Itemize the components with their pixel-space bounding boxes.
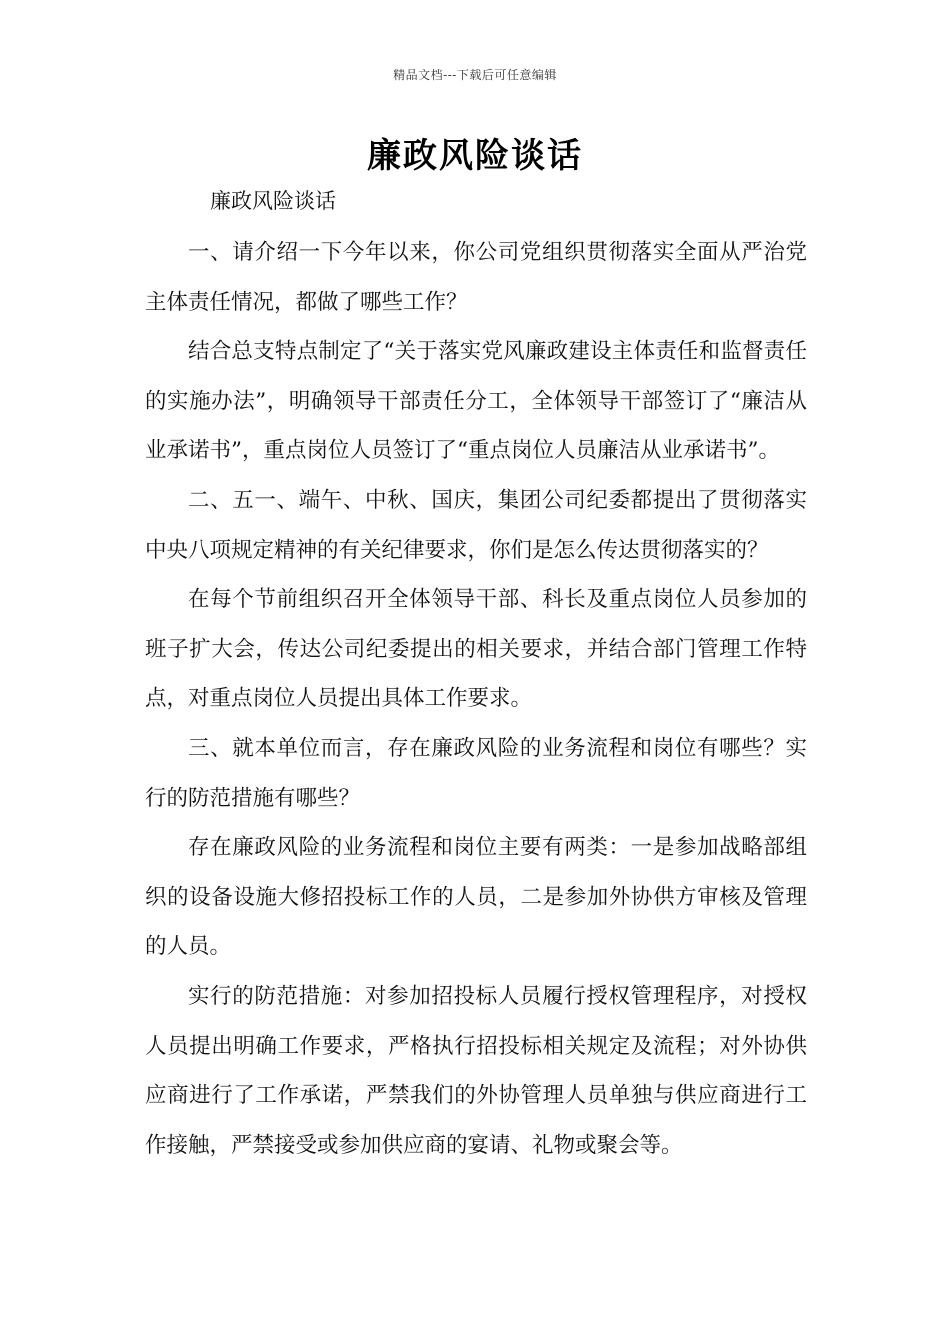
header-note: 精品文档---下载后可任意编辑 — [393, 68, 557, 82]
paragraph-answer-3a: 存在廉政风险的业务流程和岗位主要有两类：一是参加战略部组织的设备设施大修招投标工作的人员，二是参加外协供方审核及管理的人员。 — [145, 835, 807, 960]
paragraph-answer-1: 结合总支特点制定了“关于落实党风廉政建设主体责任和监督责任的实施办法”，明确领导干部责任分工，全体领导干部签订了“廉洁从业承诺书”，重点岗位人员签订了“重点岗位人员廉洁从业承诺书”。 — [145, 339, 807, 464]
paragraph-answer-3b: 实行的防范措施：对参加招投标人员履行授权管理程序，对授权人员提出明确工作要求，严格执行招投标相关规定及流程；对外协供应商进行了工作承诺，严禁我们的外协管理人员单独与供应商进行工作接触，严禁接受或参加供应商的宴请、礼物或聚会等。 — [145, 983, 807, 1158]
paragraph-question-2: 二、五一、端午、中秋、国庆，集团公司纪委都提出了贯彻落实中央八项规定精神的有关纪律要求，你们是怎么传达贯彻落实的？ — [145, 487, 807, 563]
paragraph-answer-2: 在每个节前组织召开全体领导干部、科长及重点岗位人员参加的班子扩大会，传达公司纪委提出的相关要求，并结合部门管理工作特点，对重点岗位人员提出具体工作要求。 — [145, 587, 807, 712]
document-subtitle: 廉政风险谈话 — [210, 189, 336, 213]
paragraph-question-1: 一、请介绍一下今年以来，你公司党组织贯彻落实全面从严治党主体责任情况，都做了哪些工作？ — [145, 240, 807, 315]
document-title: 廉政风险谈话 — [367, 136, 583, 176]
document-body — [145, 228, 807, 1170]
paragraph-question-3: 三、就本单位而言，存在廉政风险的业务流程和岗位有哪些？实行的防范措施有哪些？ — [145, 735, 807, 811]
